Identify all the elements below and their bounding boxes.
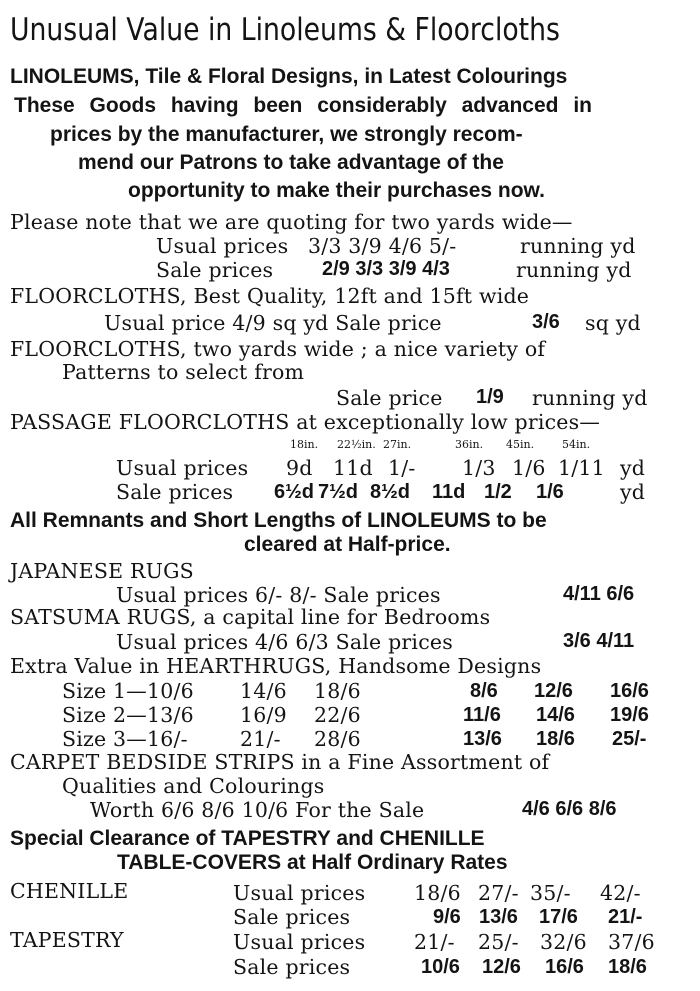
passage-usual-price: 1/6 [512, 456, 546, 480]
lino-usual-unit: running yd [520, 234, 636, 258]
japanese-usual: Usual prices 6/- 8/- Sale prices [116, 583, 441, 607]
passage-usual-unit: yd [620, 456, 646, 480]
hearthrug-sale: 11/6 [463, 704, 501, 726]
floorcloths-best-unit: sq yd [585, 311, 641, 335]
passage-sale-price: 1/6 [536, 481, 564, 503]
cover-sale-label: Sale prices [233, 905, 351, 929]
satsuma-sale: 3/6 4/11 [563, 630, 635, 652]
lino-sale-label: Sale prices [156, 258, 274, 282]
hearthrug-sale: 25/- [612, 728, 647, 750]
quote-note: Please note that we are quoting for two yards wide— [10, 210, 573, 234]
hearthrug-sale: 14/6 [536, 704, 575, 726]
japanese-heading: JAPANESE RUGS [10, 559, 194, 583]
cover-usual-price: 18/6 [414, 881, 461, 905]
hearthrug-size: Size 1—10/6 [62, 679, 194, 703]
passage-sale-price: 1/2 [484, 481, 512, 503]
hearthrugs-heading: Extra Value in HEARTHRUGS, Handsome Designs [10, 654, 542, 678]
passage-sale-price: 11d [432, 481, 466, 503]
floorcloths-two-sale-label: Sale price [336, 386, 443, 410]
hearthrug-sale: 19/6 [610, 704, 649, 726]
bedside-heading-2: Qualities and Colourings [62, 774, 325, 798]
intro-line-1: These Goods having been considerably advanced in [14, 94, 592, 117]
japanese-sale: 4/11 6/6 [563, 583, 635, 605]
cover-sale-price: 13/6 [479, 906, 518, 928]
hearthrug-usual: 28/6 [314, 727, 361, 751]
bedside-sale: 4/6 6/6 8/6 [522, 798, 617, 820]
passage-width: 27in. [383, 438, 412, 451]
cover-usual-price: 37/6 [608, 930, 655, 954]
passage-usual-price: 1/- [388, 456, 416, 480]
satsuma-usual: Usual prices 4/6 6/3 Sale prices [116, 630, 453, 654]
lino-sale-unit: running yd [516, 258, 632, 282]
cover-usual-price: 21/- [414, 930, 455, 954]
hearthrug-size: Size 2—13/6 [62, 703, 194, 727]
floorcloths-two-sale: 1/9 [476, 386, 504, 408]
cover-name-chenille: CHENILLE [10, 879, 129, 903]
cover-sale-price: 21/- [608, 906, 643, 928]
remnants-line-1: All Remnants and Short Lengths of LINOLEUMS to be [10, 509, 547, 532]
cover-usual-price: 27/- [478, 881, 519, 905]
hearthrug-usual: 21/- [240, 727, 281, 751]
passage-width: 45in. [506, 438, 535, 451]
satsuma-heading: SATSUMA RUGS, a capital line for Bedrooms [10, 605, 491, 629]
hearthrug-usual: 16/9 [240, 703, 287, 727]
passage-width: 22½in. [337, 438, 376, 451]
cover-sale-label: Sale prices [233, 955, 351, 979]
hearthrug-usual: 18/6 [314, 679, 361, 703]
passage-width: 54in. [562, 438, 591, 451]
cover-sale-price: 18/6 [608, 956, 647, 978]
passage-usual-label: Usual prices [116, 456, 249, 480]
remnants-line-2: cleared at Half-price. [244, 533, 451, 556]
lino-usual-label: Usual prices [156, 234, 289, 258]
page-title: Unusual Value in Linoleums & Floorcloths [10, 12, 560, 48]
cover-sale-price: 12/6 [482, 956, 521, 978]
passage-sale-price: 6½d [274, 481, 315, 503]
bedside-worth: Worth 6/6 8/6 10/6 For the Sale [90, 798, 425, 822]
special-line-1: Special Clearance of TAPESTRY and CHENILLE [10, 827, 485, 850]
hearthrug-sale: 8/6 [470, 680, 498, 702]
passage-usual-price: 11d [333, 456, 373, 480]
hearthrug-size: Size 3—16/- [62, 727, 188, 751]
hearthrug-sale: 16/6 [610, 680, 649, 702]
intro-line-4: opportunity to make their purchases now. [128, 179, 545, 202]
cover-usual-price: 35/- [530, 881, 571, 905]
passage-sale-price: 8½d [370, 481, 411, 503]
floorcloths-best-sale: 3/6 [532, 311, 560, 333]
cover-sale-price: 10/6 [421, 956, 460, 978]
intro-line-3: mend our Patrons to take advantage of the [78, 151, 504, 174]
passage-usual-price: 9d [286, 456, 313, 480]
cover-usual-price: 42/- [600, 881, 641, 905]
cover-sale-price: 9/6 [433, 906, 461, 928]
floorcloths-two-heading-2: Patterns to select from [62, 360, 305, 384]
passage-usual-price: 1/11 [558, 456, 605, 480]
floorcloths-best-heading: FLOORCLOTHS, Best Quality, 12ft and 15ft wide [10, 284, 530, 308]
intro-line-2: prices by the manufacturer, we strongly recom- [50, 123, 523, 146]
cover-usual-price: 32/6 [540, 930, 587, 954]
cover-name-tapestry: TAPESTRY [10, 928, 124, 952]
special-line-2: TABLE-COVERS at Half Ordinary Rates [117, 851, 508, 874]
lino-usual-prices: 3/3 3/9 4/6 5/- [308, 234, 457, 258]
cover-usual-label: Usual prices [233, 930, 366, 954]
passage-heading: PASSAGE FLOORCLOTHS at exceptionally low prices— [10, 410, 601, 434]
floorcloths-best-usual: Usual price 4/9 sq yd Sale price [104, 311, 442, 335]
hearthrug-sale: 18/6 [536, 728, 575, 750]
cover-sale-price: 17/6 [539, 906, 578, 928]
passage-width: 18in. [290, 438, 319, 451]
hearthrug-usual: 22/6 [314, 703, 361, 727]
lino-sale-prices: 2/9 3/3 3/9 4/3 [322, 258, 450, 280]
hearthrug-sale: 13/6 [463, 728, 502, 750]
floorcloths-two-heading-1: FLOORCLOTHS, two yards wide ; a nice variety of [10, 337, 546, 361]
cover-sale-price: 16/6 [545, 956, 584, 978]
subtitle: LINOLEUMS, Tile & Floral Designs, in Latest Colourings [10, 65, 568, 88]
passage-sale-label: Sale prices [116, 480, 234, 504]
cover-usual-label: Usual prices [233, 881, 366, 905]
hearthrug-usual: 14/6 [240, 679, 287, 703]
passage-sale-unit: yd [620, 480, 646, 504]
passage-width: 36in. [455, 438, 484, 451]
floorcloths-two-unit: running yd [532, 386, 648, 410]
passage-sale-price: 7½d [318, 481, 359, 503]
hearthrug-sale: 12/6 [534, 680, 573, 702]
passage-usual-price: 1/3 [462, 456, 496, 480]
bedside-heading-1: CARPET BEDSIDE STRIPS in a Fine Assortment of [10, 750, 550, 774]
cover-usual-price: 25/- [478, 930, 519, 954]
